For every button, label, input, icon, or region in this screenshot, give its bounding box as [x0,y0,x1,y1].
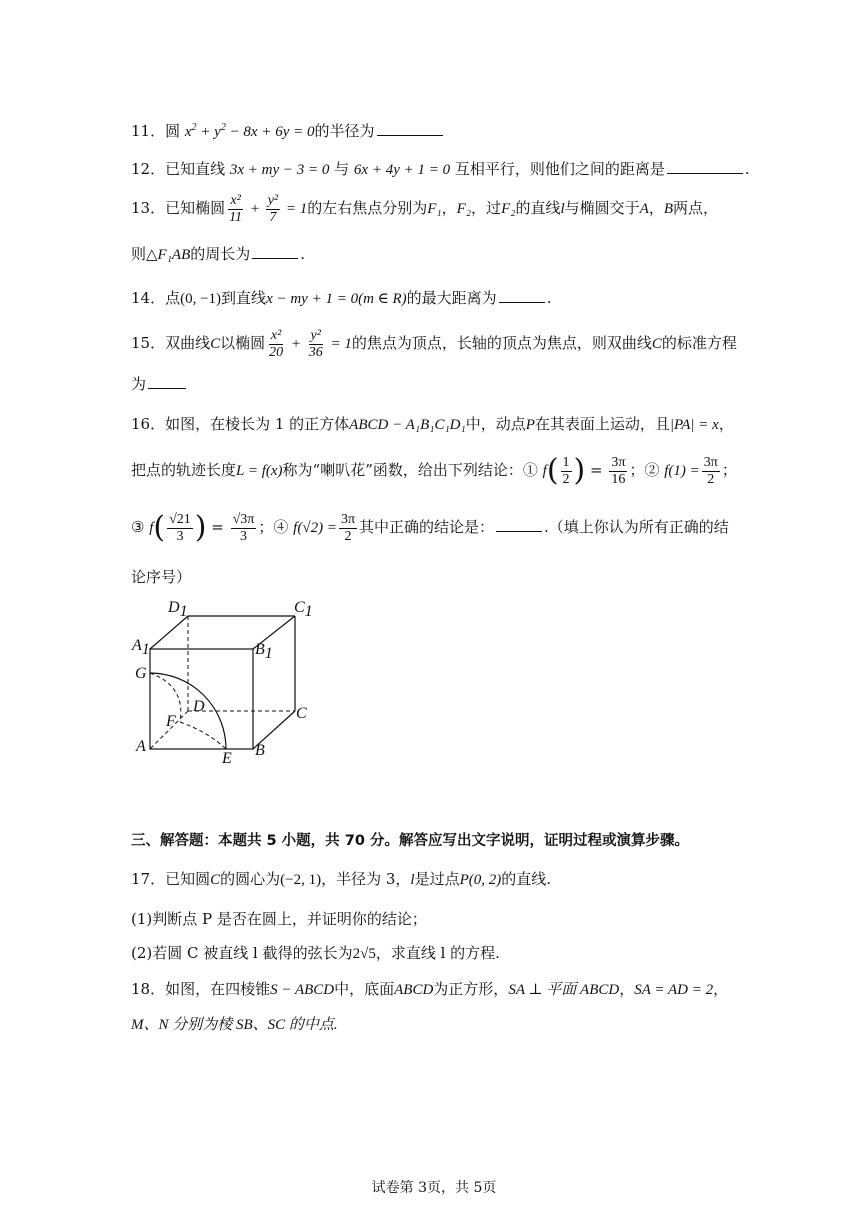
q12-line2: 6x + 4y + 1 = 0 [353,162,451,178]
question-18-line2: M、N 分别为棱 SB、SC 的中点. [131,1017,338,1033]
question-13-line2: 则△F₁AB的周长为 . [131,245,306,263]
label-B: B [255,742,265,759]
question-17: 17．已知圆C的圆心为(−2, 1)，半径为 3，l是过点P(0, 2)的直线. [131,870,552,888]
question-17-part1: (1)判断点 P 是否在圆上，并证明你的结论； [131,910,427,928]
edge-A1D1 [150,616,188,649]
q11-equation: $x^2 + y^2 - 8x + 6y = 0$ [184,122,315,140]
label-G: G [135,665,147,682]
answer-blank[interactable] [252,244,298,259]
q13-frac2: $\frac{\text{y²}}{7}$ [267,192,279,225]
question-18-line1: 18．如图，在四棱锥S − ABCD中，底面ABCD为正方形，SA ⊥ 平面 ABCD，SA = AD = 2， [131,980,729,998]
label-E: E [222,750,232,767]
cube-figure [128,598,328,768]
question-16-line4: 论序号） [131,568,192,586]
page-footer: 试卷第 3页，共 5页 [371,1180,497,1196]
question-16-line1: 16．如图，在棱长为 1 的正方体ABCD − A₁B₁C₁D₁中，动点P在其表面上运动，且|PA| = x， [131,415,734,433]
arc-FE [180,722,226,749]
question-16-line2: 把点的轨迹长度L = f(x)称为“喇叭花”函数，给出下列结论：① f( $\frac{1}{2}$ ) = $\frac{3\pi}{16}$ ；② f(1) = $\frac{3\pi}{2}$ ； [131,453,737,488]
question-11 [131,117,445,143]
question-14: 14．点(0, −1)到直线x − my + 1 = 0(m ∈ R)的最大距离为 . [131,289,552,307]
answer-blank[interactable] [148,374,186,389]
label-D1: D1 [168,599,188,620]
label-C1: C1 [294,599,313,620]
q11-prefix: 11．圆 [131,122,185,140]
label-B1: B1 [255,641,273,662]
question-12: 12．已知直线 3x + my − 3 = 0 与 6x + 4y + 1 = 0 互相平行，则他们之间的距离是 . [131,160,750,178]
label-A1: A1 [132,637,150,658]
section-3-heading: 三、解答题：本题共 5 小题，共 70 分。解答应写出文字说明，证明过程或演算步骤。 [131,833,689,849]
q15-frac2: $\frac{\text{y²}}{36}$ [308,327,323,360]
question-13-line1: 13．已知椭圆 $\frac{\text{x²}}{11}$ + $\frac{\text{y²}}{7}$ = 1的左右焦点分别为F₁，F₂，过F₂的直线l与椭圆交于A，B两点， [131,192,719,225]
answer-blank[interactable] [377,121,443,136]
q11-suffix: 的半径为 [314,122,375,140]
question-17-part2: (2)若圆 C 被直线 l 截得的弦长为2√5，求直线 l 的方程. [131,944,500,962]
question-15-line2: 为 [131,373,188,395]
label-D: D [193,698,205,715]
answer-blank[interactable] [499,288,545,303]
q12-line1: 3x + my − 3 = 0 [229,162,330,178]
label-C: C [296,705,307,722]
label-A: A [136,738,146,755]
answer-blank[interactable] [496,517,542,532]
q15-frac1: $\frac{\text{x²}}{20}$ [269,327,284,360]
answer-blank[interactable] [667,159,743,174]
question-16-line3: ③ f( $\frac{√21}{3}$ ) = $\frac{√3\pi}{3}$ ；④ f(√2) = $\frac{3\pi}{2}$ 其中正确的结论是： .（填上你认为所有正确的结 [131,510,729,545]
question-15-line1: 15．双曲线C以椭圆 $\frac{\text{x²}}{20}$ + $\frac{\text{y²}}{36}$ = 1的焦点为顶点，长轴的顶点为焦点，则双曲线C的标准方程 [131,327,737,360]
q13-frac1: $\frac{\text{x²}}{11}$ [229,192,243,225]
label-F: F [166,713,176,730]
